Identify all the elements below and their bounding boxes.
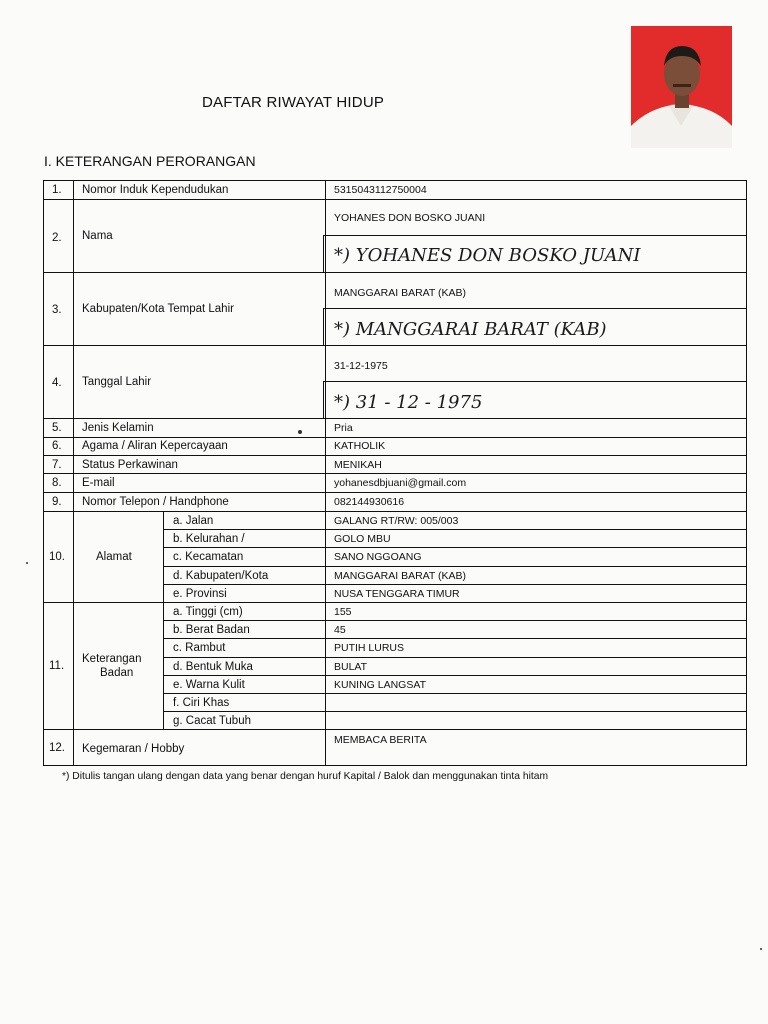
label-keterangan: Keterangan [82,653,142,665]
personal-info-table [43,180,747,766]
sub-label: a. Tinggi (cm) [173,606,243,618]
document-title: DAFTAR RIWAYAT HIDUP [202,94,385,111]
value-nama: YOHANES DON BOSKO JUANI [334,212,486,224]
sub-value: MANGGARAI BARAT (KAB) [334,570,467,582]
row-number: 5. [52,422,62,434]
value-tanggal-lahir: 31-12-1975 [334,360,388,372]
row-number: 4. [52,377,62,389]
sub-label: b. Kelurahan / [173,533,245,545]
label-email: E-mail [82,477,115,489]
row-number: 1. [52,184,62,196]
label-hobby: Kegemaran / Hobby [82,743,185,755]
label-status-perkawinan: Status Perkawinan [82,459,178,471]
row-number: 10. [49,551,65,563]
scan-speck [760,948,762,950]
label-tempat-lahir: Kabupaten/Kota Tempat Lahir [82,303,234,315]
label-nama: Nama [82,230,113,242]
sub-value: BULAT [334,661,368,673]
row-number: 3. [52,304,62,316]
sub-label: f. Ciri Khas [173,697,230,709]
sub-label: c. Kecamatan [173,551,244,563]
scan-speck [298,430,302,434]
row-number: 6. [52,440,62,452]
row-number: 7. [52,459,62,471]
row-number: 9. [52,496,62,508]
row-number: 12. [49,742,65,754]
sub-value: SANO NGGOANG [334,551,422,563]
value-jenis-kelamin: Pria [334,422,353,434]
sub-label: e. Warna Kulit [173,679,245,691]
sub-value: 45 [334,624,346,636]
value-tempat-lahir: MANGGARAI BARAT (KAB) [334,287,467,299]
profile-photo [631,26,732,148]
value-status-perkawinan: MENIKAH [334,459,382,471]
handwritten-nama: *) YOHANES DON BOSKO JUANI [334,245,641,266]
sub-value: KUNING LANGSAT [334,679,426,691]
sub-label: c. Rambut [173,642,226,654]
sub-label: d. Kabupaten/Kota [173,570,269,582]
value-email: yohanesdbjuani@gmail.com [334,477,467,489]
label-jenis-kelamin: Jenis Kelamin [82,422,154,434]
sub-label: a. Jalan [173,515,214,527]
value-agama: KATHOLIK [334,440,386,452]
scan-speck [26,562,28,564]
label-alamat: Alamat [96,551,132,563]
handwritten-tanggal-lahir: *) 31 - 12 - 1975 [334,392,483,413]
value-hobby: MEMBACA BERITA [334,734,427,746]
label-agama: Agama / Aliran Kepercayaan [82,440,228,452]
sub-value: GALANG RT/RW: 005/003 [334,515,459,527]
label-badan: Badan [100,667,134,679]
sub-value: NUSA TENGGARA TIMUR [334,588,460,600]
sub-value: PUTIH LURUS [334,642,405,654]
row-number: 2. [52,232,62,244]
sub-label: g. Cacat Tubuh [173,715,251,727]
footnote: *) Ditulis tangan ulang dengan data yang benar dengan huruf Kapital / Balok dan menggunakan tinta hitam [62,771,549,782]
label-telepon: Nomor Telepon / Handphone [82,496,229,508]
sub-value: 155 [334,606,352,618]
section-heading: I. KETERANGAN PERORANGAN [44,153,256,169]
sub-label: b. Berat Badan [173,624,250,636]
row-number: 8. [52,477,62,489]
handwritten-tempat-lahir: *) MANGGARAI BARAT (KAB) [334,319,607,340]
row-number: 11. [49,660,65,672]
label-tanggal-lahir: Tanggal Lahir [82,376,152,388]
value-telepon: 082144930616 [334,496,405,508]
label-nik: Nomor Induk Kependudukan [82,184,229,196]
value-nik: 5315043112750004 [334,184,427,196]
sub-value: GOLO MBU [334,533,391,545]
sub-label: d. Bentuk Muka [173,661,253,673]
sub-label: e. Provinsi [173,588,227,600]
